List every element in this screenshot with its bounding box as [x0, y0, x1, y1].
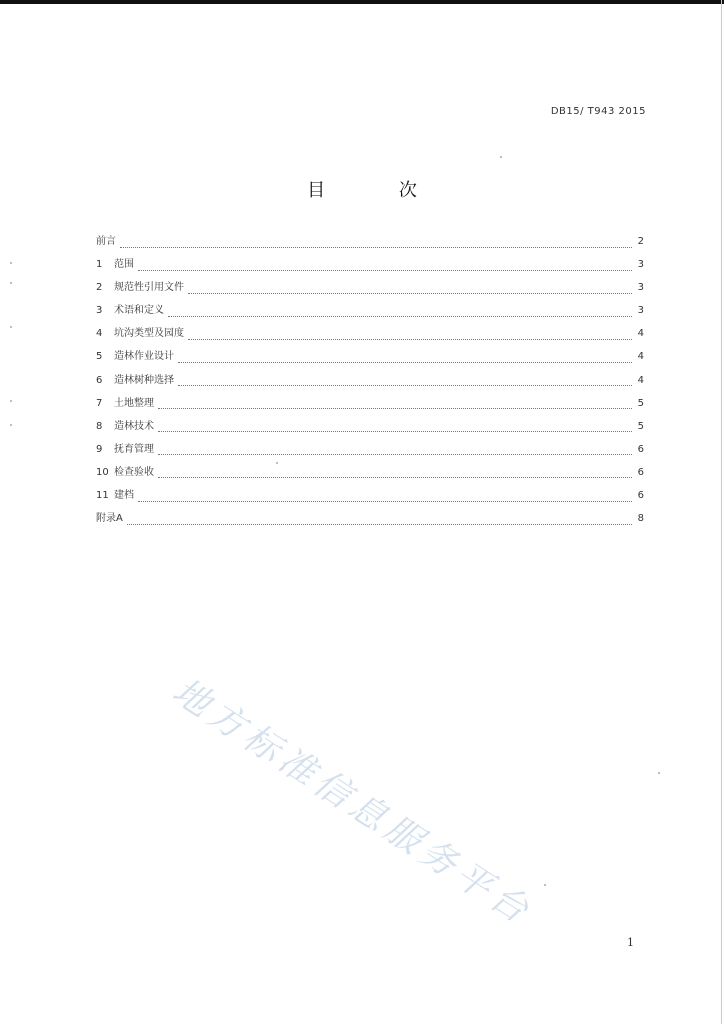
dot-leader [178, 361, 632, 363]
document-code: DB15/ T943 2015 [550, 106, 646, 117]
scan-speck [658, 772, 660, 774]
toc-entry-page: 4 [637, 328, 644, 340]
dot-leader [127, 523, 632, 525]
toc-entry-number: 2 [96, 282, 103, 294]
toc-entry-2[interactable] [96, 278, 644, 301]
scan-speck [500, 156, 502, 158]
toc-entry-label: 术语和定义 [114, 305, 164, 317]
dot-leader [120, 246, 632, 248]
toc-entry-label: 造林树种选择 [114, 374, 174, 386]
toc-entry-number: 7 [96, 397, 103, 409]
toc-entry-label: 范围 [114, 259, 134, 271]
scan-speck [10, 424, 12, 426]
scan-speck [10, 326, 12, 328]
dot-leader [168, 315, 632, 317]
toc-entry-page: 4 [637, 351, 644, 363]
dot-leader [178, 384, 632, 386]
toc-entry-number: 1 [96, 259, 103, 271]
toc-entry-3[interactable] [96, 301, 644, 324]
toc-entry-label: 检查验收 [114, 466, 154, 478]
scan-speck [10, 262, 12, 264]
scan-speck [10, 282, 12, 284]
toc-entry-9[interactable] [96, 440, 644, 463]
scan-speck [544, 884, 546, 886]
toc-entry-label: 建档 [114, 490, 134, 502]
dot-leader [138, 269, 632, 271]
dot-leader [158, 476, 632, 478]
toc-entry-page: 2 [637, 236, 644, 247]
toc-entry-page: 3 [637, 282, 644, 294]
toc-entry-label: 规范性引用文件 [114, 282, 184, 294]
toc-entry-11[interactable] [96, 486, 644, 509]
toc-entry-5[interactable] [96, 347, 644, 370]
toc-entry-number: 6 [96, 374, 103, 386]
page-number: 1 [627, 936, 634, 949]
toc-entry-10[interactable] [96, 463, 644, 486]
toc-entry-number: 9 [96, 443, 103, 455]
toc-entry-number: 3 [96, 305, 103, 317]
dot-leader [158, 453, 632, 455]
toc-entry-number: 4 [96, 328, 103, 340]
toc-entry-number: 8 [96, 420, 103, 432]
scan-speck [276, 462, 278, 464]
toc-entry-label: 造林作业设计 [114, 351, 174, 363]
toc-entry-label: 抚育管理 [114, 443, 154, 455]
toc-entry-page: 3 [637, 259, 644, 271]
toc-entry-7[interactable] [96, 394, 644, 417]
toc-entry-number: 10 [96, 466, 109, 478]
dot-leader [158, 407, 632, 409]
toc-entry-label: 附录A [96, 513, 123, 525]
toc-entry-label: 前言 [96, 236, 116, 247]
toc-entry-label: 造林技术 [114, 420, 154, 432]
toc-entry-page: 4 [637, 374, 644, 386]
dot-leader [188, 338, 632, 340]
toc-entry-label: 坑沟类型及园度 [114, 328, 184, 340]
toc-entry-number: 11 [96, 490, 109, 502]
toc-entry-page: 8 [637, 513, 644, 525]
dot-leader [138, 500, 632, 502]
toc-entry-label: 土地整理 [114, 397, 154, 409]
toc-entry-appendix-a[interactable] [96, 509, 644, 532]
toc-entry-1[interactable] [96, 255, 644, 278]
toc-entry-4[interactable] [96, 324, 644, 347]
toc-entry-page: 6 [637, 443, 644, 455]
toc-entry-page: 6 [637, 466, 644, 478]
toc-entry-8[interactable] [96, 417, 644, 440]
table-of-contents [96, 232, 644, 532]
toc-entry-page: 6 [637, 490, 644, 502]
toc-entry-number: 5 [96, 351, 103, 363]
toc-entry-foreword[interactable] [96, 232, 644, 255]
dot-leader [188, 292, 632, 294]
toc-entry-page: 5 [637, 397, 644, 409]
toc-title: 目 次 [307, 180, 451, 201]
scan-top-border [0, 0, 724, 4]
scan-right-edge [721, 0, 722, 1024]
dot-leader [158, 430, 632, 432]
toc-entry-page: 3 [637, 305, 644, 317]
toc-entry-6[interactable] [96, 371, 644, 394]
watermark-text: 地方标准信息服务平台 [165, 670, 540, 934]
scan-speck [10, 400, 12, 402]
toc-entry-page: 5 [637, 420, 644, 432]
